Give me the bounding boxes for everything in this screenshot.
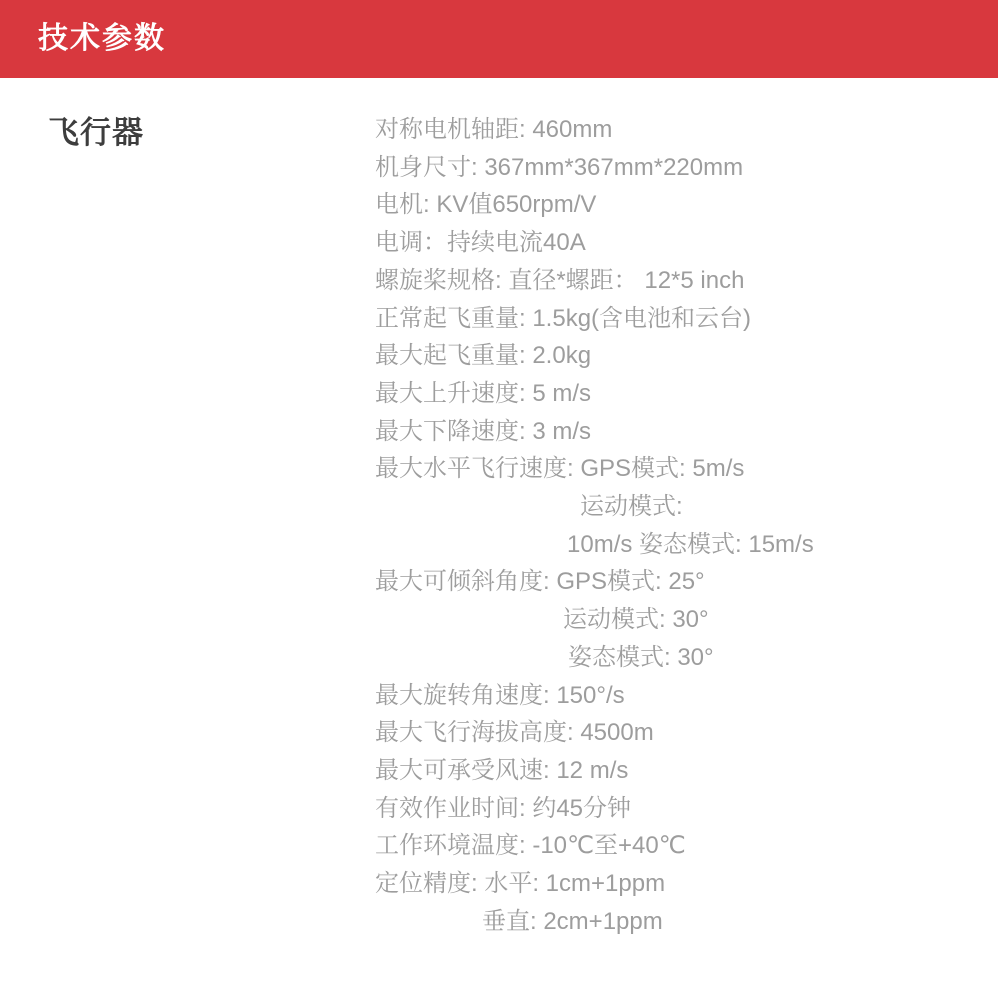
spec-line: 定位精度: 水平: 1cm+1ppm <box>375 870 666 898</box>
spec-line: 运动模式: <box>580 493 683 521</box>
spec-line: 最大飞行海拔高度: 4500m <box>375 719 654 747</box>
spec-line: 对称电机轴距: 460mm <box>375 116 613 143</box>
page-title: 技术参数 <box>38 22 166 55</box>
spec-line: 姿态模式: 30° <box>568 643 714 671</box>
spec-line: 垂直: 2cm+1ppm <box>482 907 663 935</box>
spec-line: 电调：持续电流40A <box>375 229 586 257</box>
spec-list <box>375 111 985 940</box>
spec-line: 10m/s 姿态模式: 15m/s <box>567 530 814 558</box>
spec-line: 螺旋桨规格: 直径*螺距： 12*5 inch <box>375 266 745 294</box>
spec-line: 最大水平飞行速度: GPS模式: 5m/s <box>375 455 745 483</box>
content-area <box>0 78 998 986</box>
spec-line: 最大上升速度: 5 m/s <box>375 379 592 407</box>
header-bar <box>0 0 998 78</box>
spec-line: 最大可倾斜角度: GPS模式: 25° <box>375 568 705 596</box>
spec-line: 最大下降速度: 3 m/s <box>375 417 592 445</box>
spec-line: 工作环境温度: -10℃至+40℃ <box>375 832 686 860</box>
section-label-aircraft: 飞行器 <box>48 115 144 150</box>
spec-line: 正常起飞重量: 1.5kg(含电池和云台) <box>375 304 752 332</box>
spec-line: 电机: KV值650rpm/V <box>375 191 597 219</box>
spec-line: 最大旋转角速度: 150°/s <box>375 681 625 709</box>
spec-line: 有效作业时间: 约45分钟 <box>375 794 632 822</box>
spec-line: 最大可承受风速: 12 m/s <box>375 756 629 784</box>
spec-line: 机身尺寸: 367mm*367mm*220mm <box>375 153 744 181</box>
spec-line: 最大起飞重量: 2.0kg <box>375 342 592 370</box>
spec-line: 运动模式: 30° <box>563 606 709 634</box>
